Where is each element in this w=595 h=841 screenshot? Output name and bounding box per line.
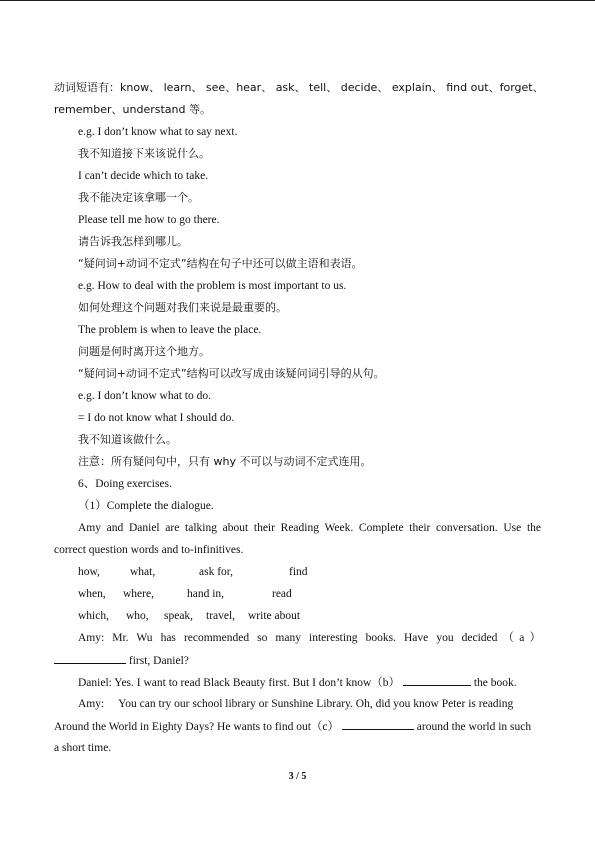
example-3-en: Please tell me how to go there. [78,214,220,226]
word-bank-item: which, [78,610,109,622]
example-2-cn: 我不能决定该拿哪一个。 [78,191,199,204]
word-bank-item: who, [126,610,149,622]
dialogue-daniel-1 [78,675,517,690]
example-4-cn: 如何处理这个问题对我们来说是最重要的。 [78,301,287,314]
word-bank-item: where, [123,588,154,600]
example-6-rewrite: = I do not know what I should do. [78,412,235,424]
dialogue-amy-2-end: a short time. [54,742,112,754]
instruction-line-1: Amy and Daniel are talking about their Reading Week. Complete their conversation. Use the [78,522,541,534]
example-2-en: I can’t decide which to take. [78,170,209,182]
word-bank-item: what, [130,566,156,578]
example-1-en: e.g. I don’t know what to say next. [78,126,238,138]
verb-phrase-list-cont: remember、understand 等。 [54,103,211,116]
answer-blank-b[interactable] [403,675,471,686]
example-6-cn: 我不知道该做什么。 [78,433,177,446]
word-bank-item: read [272,588,292,600]
word-bank-item: ask for, [199,566,234,578]
rule-clause-rewrite: “疑问词+动词不定式”结构可以改写成由该疑问词引导的从句。 [78,367,385,380]
word-bank-item: how, [78,566,100,578]
verb-phrase-list: 动词短语有：know、 learn、 see、hear、 ask、 tell、 decide、 explain、 find out、forget、 [54,81,544,94]
rule-subject-predicative: “疑问词+动词不定式”结构在句子中还可以做主语和表语。 [78,257,363,270]
instruction-line-2: correct question words and to-infinitives. [54,544,244,556]
word-bank-item: when, [78,588,106,600]
example-4-en: e.g. How to deal with the problem is most important to us. [78,280,347,292]
word-bank-item: hand in, [187,588,225,600]
example-5-en: The problem is when to leave the place. [78,324,262,336]
example-5-cn: 问题是何时离开这个地方。 [78,345,210,358]
exercise-title: （1）Complete the dialogue. [78,500,214,512]
word-bank-item: write about [248,610,301,622]
word-bank-item: find [289,566,308,578]
section-heading: 6、Doing exercises. [78,478,172,490]
dialogue-text: the book. [473,677,517,689]
page-number: 3 / 5 [288,771,307,782]
example-1-cn: 我不知道接下来该说什么。 [78,147,210,160]
dialogue-text: Around the World in Eighty Days? He wants to find out（c） [54,721,340,733]
dialogue-text: first, Daniel? [128,655,189,667]
note-why: 注意：所有疑问句中，只有 why 不可以与动词不定式连用。 [78,455,372,468]
example-6-en: e.g. I don’t know what to do. [78,390,211,402]
dialogue-text: Daniel: Yes. I want to read Black Beauty first. But I don’t know（b） [78,677,401,689]
word-bank-item: travel, [206,610,236,622]
dialogue-amy-1: Amy: Mr. Wu has recommended so many interesting books. Have you decided（a） [78,632,541,644]
dialogue-amy-1-cont [54,653,189,668]
dialogue-amy-2: Amy: You can try our school library or Sunshine Library. Oh, did you know Peter is reading [78,698,514,710]
dialogue-amy-2-cont [54,719,531,734]
example-3-cn: 请告诉我怎样到哪儿。 [78,235,188,248]
word-bank-item: speak, [164,610,194,622]
dialogue-text: around the world in such [416,721,532,733]
answer-blank-a[interactable] [54,653,126,664]
answer-blank-c[interactable] [342,719,414,730]
